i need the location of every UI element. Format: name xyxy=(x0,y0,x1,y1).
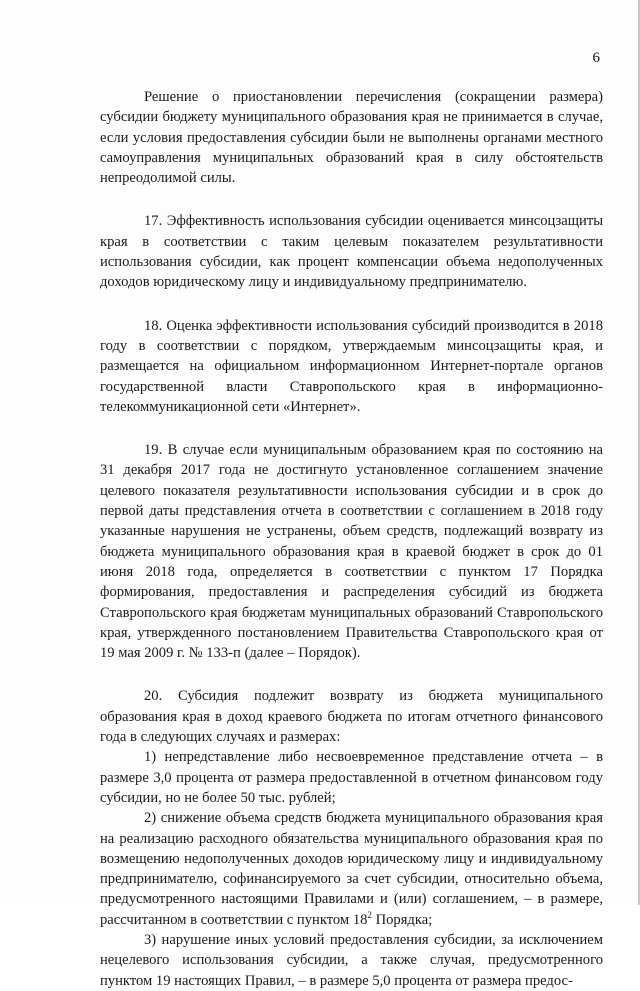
paragraph-20-item-2 xyxy=(100,808,603,930)
paragraph-17: 17. Эффективность использования субсидии оценивается минсоцзащиты края в соответствии с таким целевым показателем результативности использования субсидии, как процент компенсации объема недополученных доходов юридическому лицу и индивидуальному предпринимателю. xyxy=(100,213,603,291)
paragraph-suspension-decision: Решение о приостановлении перечисления (сокращении размера) субсидии бюджету муниципального образования края не принимается в случае, если условия предоставления субсидии были не выполнены органами местного самоуправления муниципальных образований края в силу обстоятельств непреодолимой силы. xyxy=(100,89,603,187)
superscript-2: 2 xyxy=(367,909,372,920)
paragraph-20-item-1: 1) непредставление либо несвоевременное представление отчета – в размере 3,0 процента от размера предоставленной в отчетном финансовом году субсидии, но не более 50 тыс. рублей; xyxy=(100,749,603,806)
paragraph-20-item-2-text: 2) снижение объема средств бюджета муниципального образования края на реализацию расходного обязательства муниципального образования края по возмещению недополученных доходов юридическому лицу и индивидуальному предпринимателю, софинансируемого за счет субсидии, относительно объема, предусмотренного настоящими Правилами и (или) соглашением, – в размере, рассчитанном в соответствии с пунктом 18 xyxy=(100,810,603,928)
page-number: 6 xyxy=(592,50,600,66)
paragraph-20-item-3: 3) нарушение иных условий предоставления субсидии, за исключением нецелевого использования субсидии, а также случая, предусмотренного пунктом 19 настоящих Правил, – в размере 5,0 процента от размера предос- xyxy=(100,931,603,989)
paragraph-19: 19. В случае если муниципальным образованием края по состоянию на 31 декабря 2017 года не достигнуто установленное соглашением значение целевого показателя результативности использования субсидии и в срок до первой даты представления отчета в соответствии с соглашением в 2018 году указанные нарушения не устранены, объем средств, подлежащий возврату из бюджета муниципального образования края в краевой бюджет в срок до 01 июня 2018 года, определяется в соответствии с пунктом 17 Порядка формирования, предоставления и распределения субсидий из бюджета Ставропольского края бюджетам муниципальных образований Ставропольского края, утвержденного постановлением Правительства Ставропольского края от 19 мая 2009 г. № 133-п (далее – Порядок). xyxy=(100,442,603,662)
paragraph-20-item-2-tail: Порядка; xyxy=(371,911,433,928)
paragraph-18: 18. Оценка эффективности использования субсидий производится в 2018 году в соответствии с порядком, утверждаемым минсоцзащиты края, и размещается на официальном информационном Интернет-портале органов государственной власти Ставропольского края в информационно-телекоммуникационной сети «Интернет». xyxy=(100,317,603,415)
paragraph-20: 20. Субсидия подлежит возврату из бюджета муниципального образования края в доход краевого бюджета по итогам отчетного финансового года в следующих случаях и размерах: xyxy=(100,688,603,746)
document-body xyxy=(100,87,603,991)
